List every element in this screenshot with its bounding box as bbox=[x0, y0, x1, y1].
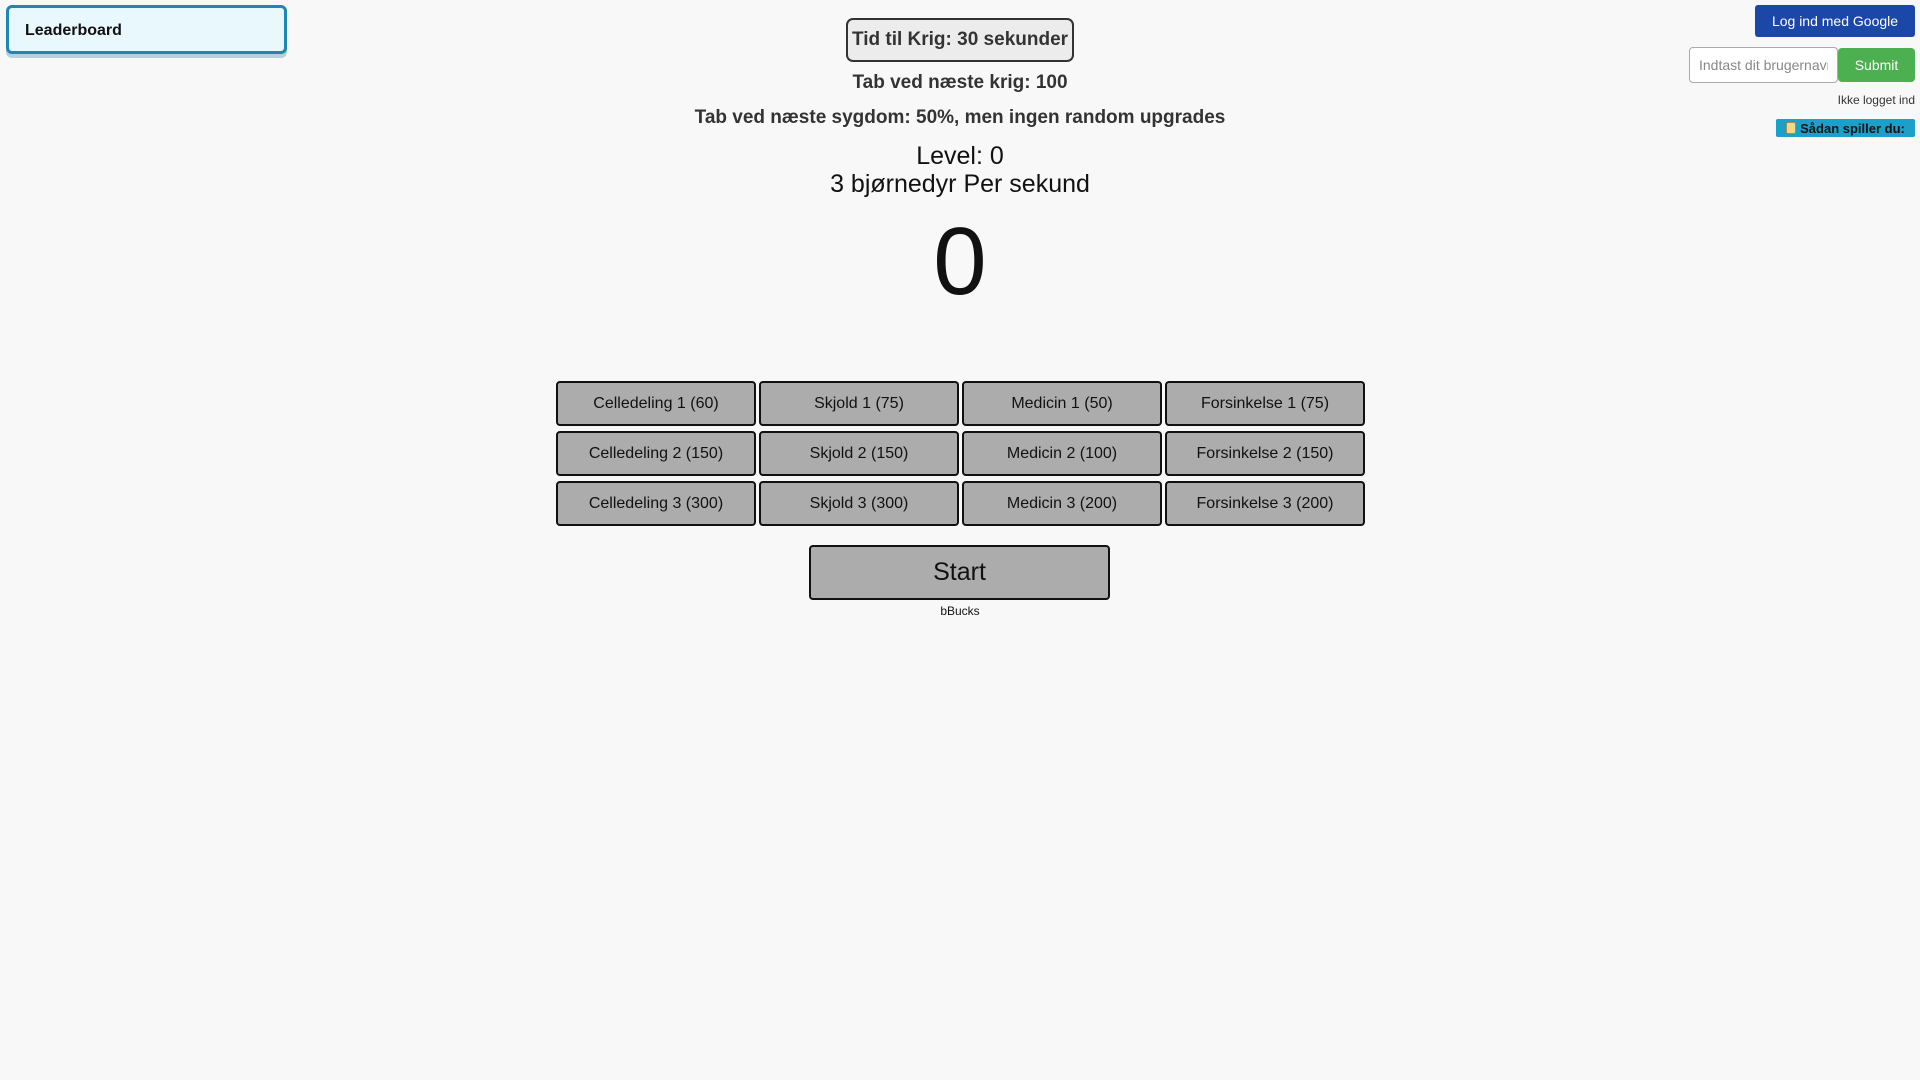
how-to-play-label: Sådan spiller du: bbox=[1800, 120, 1905, 136]
level-text: Level: 0 bbox=[916, 142, 1004, 170]
leaderboard-panel[interactable] bbox=[6, 5, 287, 54]
login-status-text: Ikke logget ind bbox=[1837, 93, 1915, 107]
upgrade-celledeling-3-button[interactable]: Celledeling 3 (300) bbox=[556, 481, 756, 526]
war-loss-text: Tab ved næste krig: 100 bbox=[852, 72, 1068, 93]
scroll-icon bbox=[1786, 122, 1796, 134]
tardigrade-counter: 0 bbox=[933, 208, 987, 315]
upgrade-skjold-3-button[interactable]: Skjold 3 (300) bbox=[759, 481, 959, 526]
leaderboard-title: Leaderboard bbox=[25, 22, 122, 39]
per-second-text: 3 bjørnedyr Per sekund bbox=[830, 170, 1090, 198]
upgrade-medicin-1-button[interactable]: Medicin 1 (50) bbox=[962, 381, 1162, 426]
how-to-play-button[interactable] bbox=[1776, 119, 1915, 137]
upgrade-grid bbox=[556, 381, 1366, 526]
submit-button[interactable]: Submit bbox=[1838, 48, 1915, 82]
disease-loss-text: Tab ved næste sygdom: 50%, men ingen random upgrades bbox=[694, 107, 1226, 128]
upgrade-forsinkelse-3-button[interactable]: Forsinkelse 3 (200) bbox=[1165, 481, 1365, 526]
upgrade-forsinkelse-1-button[interactable]: Forsinkelse 1 (75) bbox=[1165, 381, 1365, 426]
start-button[interactable]: Start bbox=[809, 545, 1110, 600]
war-timer-box bbox=[846, 18, 1074, 62]
upgrade-forsinkelse-2-button[interactable]: Forsinkelse 2 (150) bbox=[1165, 431, 1365, 476]
username-input[interactable] bbox=[1689, 47, 1838, 83]
upgrade-celledeling-2-button[interactable]: Celledeling 2 (150) bbox=[556, 431, 756, 476]
bbucks-label: bBucks bbox=[940, 604, 980, 618]
upgrade-skjold-2-button[interactable]: Skjold 2 (150) bbox=[759, 431, 959, 476]
google-login-button[interactable]: Log ind med Google bbox=[1755, 5, 1915, 37]
upgrade-medicin-3-button[interactable]: Medicin 3 (200) bbox=[962, 481, 1162, 526]
war-timer-text: Tid til Krig: 30 sekunder bbox=[851, 29, 1069, 50]
upgrade-medicin-2-button[interactable]: Medicin 2 (100) bbox=[962, 431, 1162, 476]
upgrade-skjold-1-button[interactable]: Skjold 1 (75) bbox=[759, 381, 959, 426]
upgrade-celledeling-1-button[interactable]: Celledeling 1 (60) bbox=[556, 381, 756, 426]
